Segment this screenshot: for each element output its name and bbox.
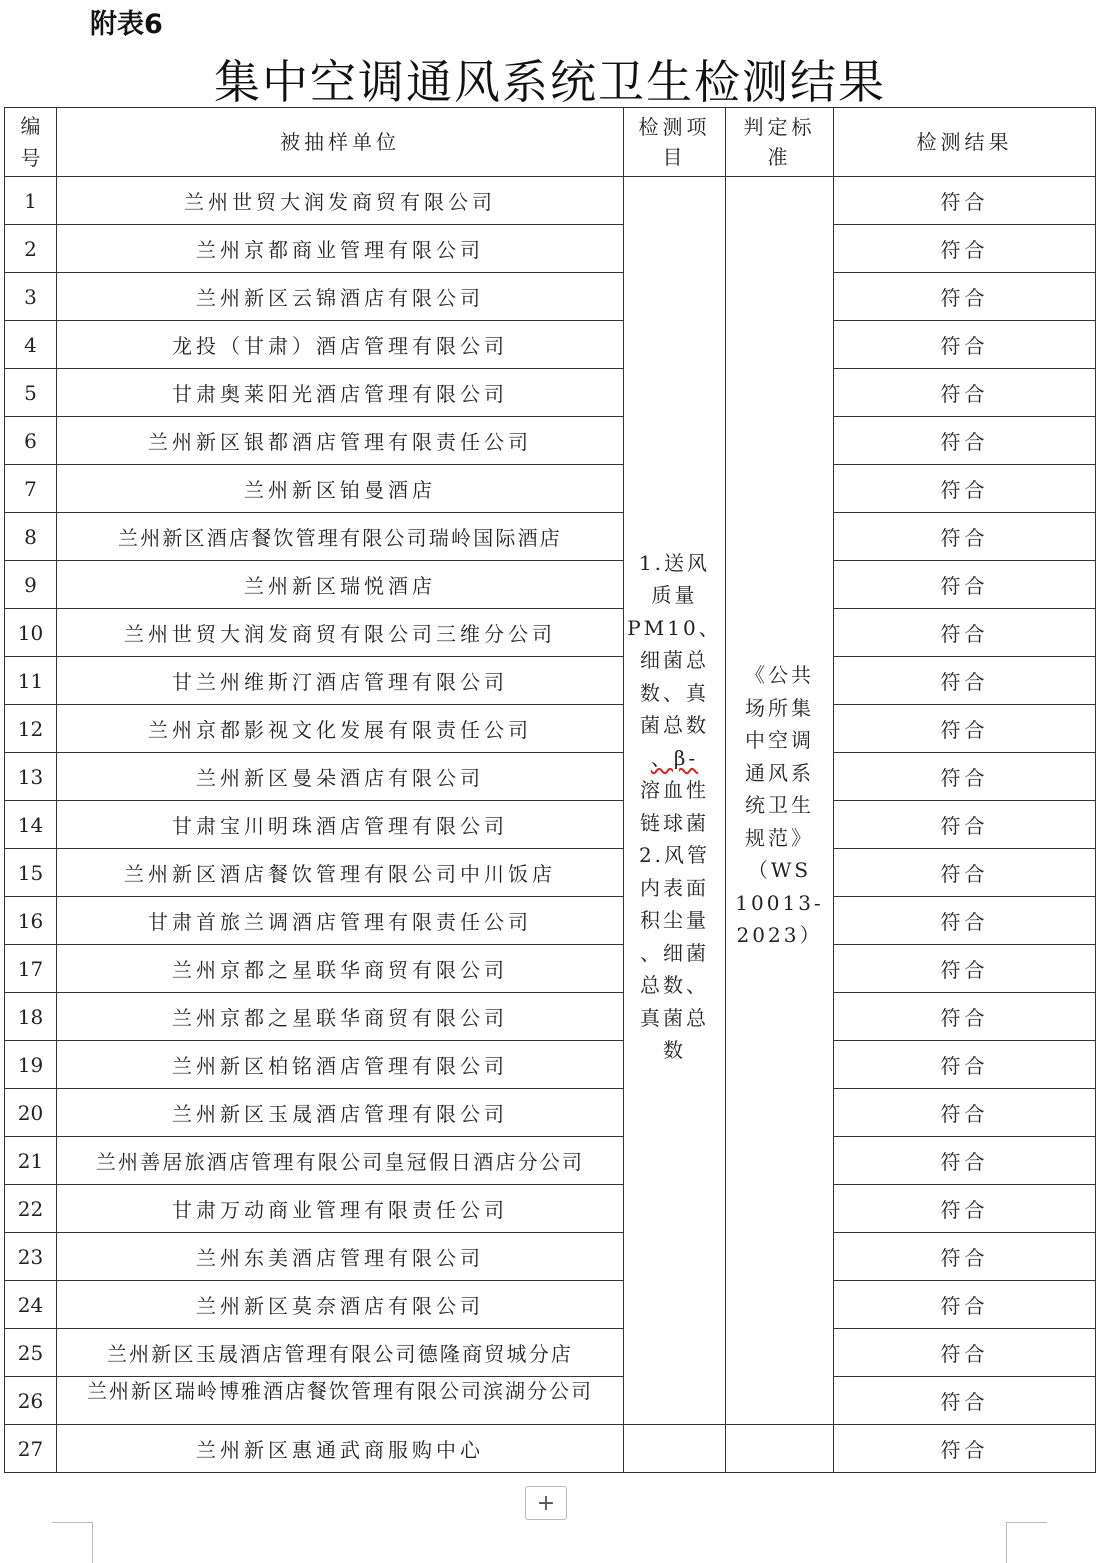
row-unit [57, 561, 624, 609]
row-number: 22 [5, 1185, 57, 1233]
standard-line: 中空调 [745, 728, 814, 753]
row-unit-text: 兰州新区酒店餐饮管理有限公司中川饭店 [124, 862, 556, 886]
row-unit [57, 1233, 624, 1281]
row-number: 7 [5, 465, 57, 513]
row-unit [57, 1041, 624, 1089]
row-number: 5 [5, 369, 57, 417]
row-number: 12 [5, 705, 57, 753]
row-unit-text: 兰州京都之星联华商贸有限公司 [172, 1006, 508, 1030]
table-row [5, 1041, 1096, 1089]
row-unit [57, 1089, 624, 1137]
row-unit-text: 兰州新区曼朵酒店有限公司 [196, 766, 484, 790]
row-unit [57, 609, 624, 657]
row-number: 25 [5, 1329, 57, 1377]
row-unit-text: 甘肃奥莱阳光酒店管理有限公司 [172, 382, 508, 406]
page-corner-mark-right [1006, 1522, 1047, 1563]
table-row [5, 1233, 1096, 1281]
row-result: 符合 [834, 177, 1096, 225]
row-number: 6 [5, 417, 57, 465]
row-unit [57, 177, 624, 225]
row-unit-text: 甘肃首旅兰调酒店管理有限责任公司 [148, 910, 532, 934]
row-unit-text: 兰州新区瑞岭博雅酒店餐饮管理有限公司滨湖分公司 [87, 1378, 593, 1403]
test-item-cell [624, 177, 726, 1425]
row-unit-text: 兰州世贸大润发商贸有限公司 [184, 190, 496, 214]
table-row [5, 561, 1096, 609]
row-result: 符合 [834, 801, 1096, 849]
row-result: 符合 [834, 849, 1096, 897]
row-unit-text: 甘兰州维斯汀酒店管理有限公司 [172, 670, 508, 694]
row-unit [57, 1185, 624, 1233]
table-row [5, 417, 1096, 465]
row-number: 26 [5, 1377, 57, 1425]
row-result: 符合 [834, 1425, 1096, 1473]
row-result: 符合 [834, 417, 1096, 465]
standard-line: 《公共 [745, 663, 814, 688]
table-row [5, 1377, 1096, 1425]
page-corner-mark-left [52, 1522, 93, 1563]
row-unit-text: 兰州新区柏铭酒店管理有限公司 [172, 1054, 508, 1078]
row-unit [57, 225, 624, 273]
row-number: 16 [5, 897, 57, 945]
table-row [5, 801, 1096, 849]
row-result: 符合 [834, 1281, 1096, 1329]
row-result: 符合 [834, 321, 1096, 369]
header-standard: 判定标准 [726, 108, 834, 177]
row-number: 17 [5, 945, 57, 993]
table-row [5, 705, 1096, 753]
standard-line: 2023） [736, 923, 823, 948]
row-result: 符合 [834, 465, 1096, 513]
row-unit [57, 1329, 624, 1377]
row-unit-text: 兰州新区玉晟酒店管理有限公司德隆商贸城分店 [106, 1342, 574, 1366]
table-row [5, 849, 1096, 897]
row-unit-text: 兰州东美酒店管理有限公司 [196, 1246, 484, 1270]
row-result: 符合 [834, 705, 1096, 753]
test-item-line: 数 [663, 1038, 686, 1062]
row-number: 13 [5, 753, 57, 801]
table-row [5, 321, 1096, 369]
row-unit [57, 801, 624, 849]
test-item-line: 积尘量 [640, 908, 709, 932]
row-unit [57, 1281, 624, 1329]
row-result: 符合 [834, 753, 1096, 801]
standard-line: 统卫生 [745, 793, 814, 818]
standard-line: （WS [747, 858, 812, 883]
row-result: 符合 [834, 1185, 1096, 1233]
row-unit [57, 273, 624, 321]
table-row [5, 465, 1096, 513]
row-unit [57, 1377, 624, 1425]
header-number: 编号 [5, 108, 57, 177]
row-result: 符合 [834, 225, 1096, 273]
test-item-line: 、β- [650, 745, 699, 770]
row-unit-text: 兰州新区铂曼酒店 [244, 478, 436, 502]
table-row [5, 1089, 1096, 1137]
table-row [5, 609, 1096, 657]
row-unit-text: 兰州新区瑞悦酒店 [244, 574, 436, 598]
standard-line: 通风系 [745, 760, 814, 785]
row-unit-text: 兰州世贸大润发商贸有限公司三维分公司 [124, 622, 556, 646]
row-number: 15 [5, 849, 57, 897]
row-unit-text: 兰州新区云锦酒店有限公司 [196, 286, 484, 310]
row-result: 符合 [834, 1089, 1096, 1137]
row-unit [57, 849, 624, 897]
standard-line: 场所集 [745, 695, 814, 720]
row-unit [57, 753, 624, 801]
test-item-line: 1.送风 [638, 550, 711, 575]
table-row [5, 1425, 1096, 1473]
row-unit-text: 兰州新区酒店餐饮管理有限公司瑞岭国际酒店 [118, 526, 562, 550]
row-unit-text: 甘肃万动商业管理有限责任公司 [172, 1198, 508, 1222]
row-result: 符合 [834, 609, 1096, 657]
page-title: 集中空调通风系统卫生检测结果 [214, 55, 886, 109]
row-result: 符合 [834, 993, 1096, 1041]
table-row [5, 657, 1096, 705]
test-item-line: 质量 [651, 583, 698, 607]
results-table [4, 107, 1096, 1473]
test-item-line: 细菌总 [640, 648, 709, 672]
row-unit [57, 993, 624, 1041]
row-unit-text: 兰州京都影视文化发展有限责任公司 [148, 718, 532, 742]
row-number: 24 [5, 1281, 57, 1329]
row-result: 符合 [834, 1329, 1096, 1377]
row-unit [57, 321, 624, 369]
row-result: 符合 [834, 897, 1096, 945]
row-number: 3 [5, 273, 57, 321]
table-row [5, 513, 1096, 561]
row-unit-text: 兰州京都之星联华商贸有限公司 [172, 958, 508, 982]
test-item-line: 2.风管 [638, 843, 711, 867]
test-item-line: 链球菌 [640, 810, 709, 835]
row-number: 27 [5, 1425, 57, 1473]
table-row [5, 753, 1096, 801]
header-item: 检测项目 [624, 108, 726, 177]
row-unit [57, 657, 624, 705]
row-unit-text: 兰州京都商业管理有限公司 [196, 238, 484, 262]
row-result: 符合 [834, 1377, 1096, 1425]
standard-line: 规范》 [745, 825, 814, 850]
table-row [5, 273, 1096, 321]
table-row [5, 1137, 1096, 1185]
row-number: 21 [5, 1137, 57, 1185]
test-item-line: 溶血性 [640, 778, 709, 802]
test-item-line: 内表面 [640, 875, 709, 900]
row-result: 符合 [834, 1233, 1096, 1281]
row-unit [57, 417, 624, 465]
table-row [5, 993, 1096, 1041]
standard-line: 10013- [735, 890, 824, 915]
test-item-line: PM10、 [627, 615, 722, 640]
row-unit [57, 513, 624, 561]
table-row [5, 177, 1096, 225]
row-number: 8 [5, 513, 57, 561]
add-button[interactable]: + [525, 1486, 567, 1520]
standard-cell [726, 177, 834, 1425]
row-unit-text: 兰州新区惠通武商服购中心 [196, 1438, 484, 1462]
appendix-label: 附表6 [90, 9, 163, 40]
row-number: 1 [5, 177, 57, 225]
row-number: 19 [5, 1041, 57, 1089]
header-unit: 被抽样单位 [57, 108, 624, 177]
row-unit [57, 897, 624, 945]
table-row [5, 1329, 1096, 1377]
row-unit [57, 1425, 624, 1473]
row-unit [57, 945, 624, 993]
header-row [5, 108, 1096, 177]
row-unit [57, 369, 624, 417]
row-number: 9 [5, 561, 57, 609]
row-unit [57, 465, 624, 513]
row-result: 符合 [834, 513, 1096, 561]
row-number: 20 [5, 1089, 57, 1137]
test-item-line: 、细菌 [640, 940, 709, 965]
row-result: 符合 [834, 945, 1096, 993]
row-unit-text: 兰州新区玉晟酒店管理有限公司 [172, 1102, 508, 1126]
row-number: 2 [5, 225, 57, 273]
empty-item-cell [624, 1425, 726, 1473]
row-unit [57, 705, 624, 753]
row-number: 18 [5, 993, 57, 1041]
row-number: 11 [5, 657, 57, 705]
row-result: 符合 [834, 273, 1096, 321]
row-result: 符合 [834, 561, 1096, 609]
test-item-line: 菌总数 [640, 713, 709, 737]
header-result: 检测结果 [834, 108, 1096, 177]
row-result: 符合 [834, 1041, 1096, 1089]
test-item-line: 真菌总 [640, 1005, 709, 1030]
row-unit [57, 1137, 624, 1185]
table-row [5, 369, 1096, 417]
test-item-line: 数、真 [640, 680, 709, 705]
table-row [5, 945, 1096, 993]
row-unit-text: 兰州新区莫奈酒店有限公司 [196, 1294, 484, 1318]
table-row [5, 1281, 1096, 1329]
table-row [5, 897, 1096, 945]
row-result: 符合 [834, 1137, 1096, 1185]
empty-standard-cell [726, 1425, 834, 1473]
row-unit-text: 龙投（甘肃）酒店管理有限公司 [172, 334, 508, 358]
row-number: 14 [5, 801, 57, 849]
test-item-line: 总数、 [640, 973, 709, 997]
row-number: 4 [5, 321, 57, 369]
row-number: 23 [5, 1233, 57, 1281]
table-row [5, 1185, 1096, 1233]
row-number: 10 [5, 609, 57, 657]
row-unit-text: 甘肃宝川明珠酒店管理有限公司 [172, 814, 508, 838]
table-row [5, 225, 1096, 273]
row-result: 符合 [834, 369, 1096, 417]
row-unit-text: 兰州善居旅酒店管理有限公司皇冠假日酒店分公司 [95, 1150, 585, 1174]
row-result: 符合 [834, 657, 1096, 705]
row-unit-text: 兰州新区银都酒店管理有限责任公司 [148, 430, 532, 454]
